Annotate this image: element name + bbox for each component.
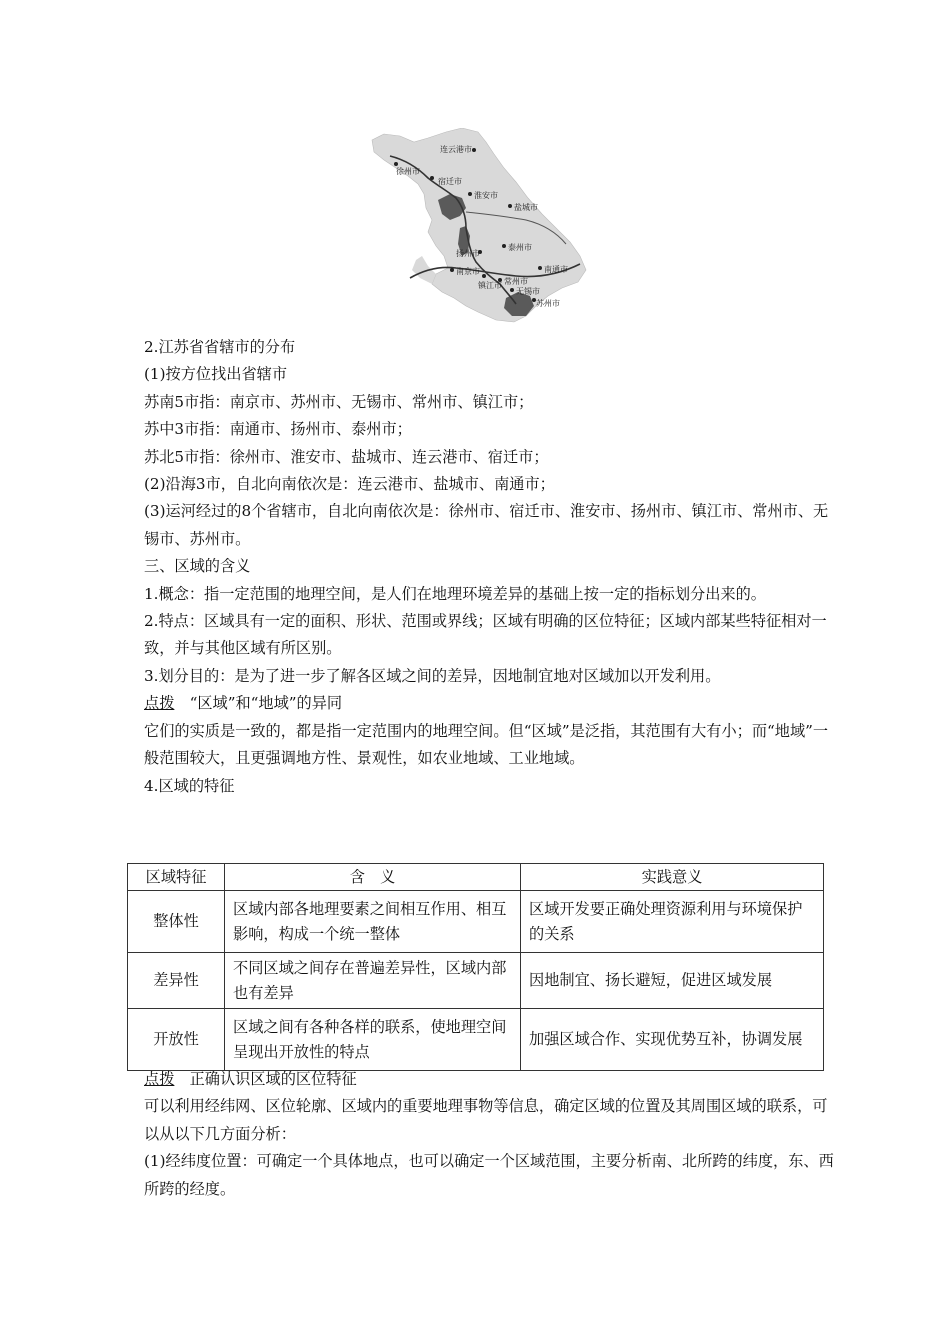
city-dot-suqian [430, 176, 434, 180]
tip-line [144, 1066, 834, 1093]
city-dot-wuxi [510, 288, 514, 292]
city-label: 盐城市 [514, 203, 538, 212]
table-cell: 因地制宜、扬长避短，促进区域发展 [521, 953, 824, 1009]
table-cell: 加强区域合作、实现优势互补，协调发展 [521, 1009, 824, 1071]
city-dot-nantong [538, 266, 542, 270]
table-header: 区域特征 [128, 864, 225, 891]
city-label: 扬州市 [456, 249, 480, 258]
city-dot-zhenjiang [482, 274, 486, 278]
section-heading: 4.区域的特征 [144, 776, 235, 795]
city-dot-taizhou [502, 244, 506, 248]
paragraph: 1.概念：指一定范围的地理空间，是人们在地理环境差异的基础上按一定的指标划分出来的。 [144, 584, 766, 603]
paragraph: 3.划分目的：是为了进一步了解各区域之间的差异，因地制宜地对区域加以开发利用。 [144, 666, 721, 685]
city-dot-xuzhou [394, 162, 398, 166]
city-dot-lianyungang [472, 148, 476, 152]
city-label: 常州市 [504, 277, 528, 286]
city-label: 淮安市 [474, 191, 498, 200]
document-body-lower [144, 1066, 834, 1203]
city-dot-nanjing [450, 268, 454, 272]
city-dot-huaian [468, 192, 472, 196]
city-label: 苏州市 [536, 299, 560, 308]
province-west-lobe [412, 256, 436, 284]
paragraph: 2.特点：区域具有一定的面积、形状、范围或界线；区域有明确的区位特征；区域内部某些特征相对一致，并与其他区域有所区别。 [144, 612, 827, 658]
table-cell: 整体性 [128, 891, 225, 953]
tip-label: 点拨 [144, 1070, 175, 1088]
paragraph: 苏中3市指：南通市、扬州市、泰州市； [144, 420, 412, 439]
section-heading: 2.江苏省省辖市的分布 [144, 338, 296, 356]
table-cell: 区域内部各地理要素之间相互作用、相互影响，构成一个统一整体 [225, 891, 521, 953]
document-body [144, 334, 834, 800]
paragraph: (1)按方位找出省辖市 [144, 365, 288, 384]
jiangsu-map-svg [366, 128, 588, 324]
tip-line [144, 690, 834, 717]
jiangsu-map [366, 128, 588, 324]
city-label: 连云港市 [440, 145, 472, 154]
tip-title: 正确认识区域的区位特征 [189, 1070, 357, 1088]
city-label: 南京市 [456, 267, 480, 276]
city-label: 无锡市 [516, 287, 540, 296]
city-label: 南通市 [544, 265, 568, 274]
region-features-table [127, 863, 824, 1071]
table-cell: 区域开发要正确处理资源利用与环境保护的关系 [521, 891, 824, 953]
paragraph: 可以利用经纬网、区位轮廓、区域内的重要地理事物等信息，确定区域的位置及其周围区域的联系，可以从以下几方面分析： [144, 1097, 828, 1143]
table-header-row [128, 864, 824, 891]
table-row [128, 953, 824, 1009]
province-outline [372, 128, 586, 322]
table-header: 含 义 [225, 864, 521, 891]
tip-label: 点拨 [144, 694, 175, 713]
table-cell: 区域之间有各种各样的联系，使地理空间呈现出开放性的特点 [225, 1009, 521, 1071]
city-dot-yancheng [508, 204, 512, 208]
paragraph: (3)运河经过的8个省辖市，自北向南依次是：徐州市、宿迁市、淮安市、扬州市、镇江市、常州市、无锡市、苏州市。 [144, 502, 829, 548]
table-header: 实践意义 [521, 864, 824, 891]
table-cell: 不同区域之间存在普遍差异性，区域内部也有差异 [225, 953, 521, 1009]
city-label: 徐州市 [396, 167, 420, 176]
paragraph: 苏南5市指：南京市、苏州市、无锡市、常州市、镇江市； [144, 392, 534, 411]
city-label: 泰州市 [508, 243, 532, 252]
table-row [128, 891, 824, 953]
table-row [128, 1009, 824, 1071]
section-heading: 三、区域的含义 [144, 557, 251, 576]
city-label: 宿迁市 [438, 177, 462, 186]
paragraph: (2)沿海3市，自北向南依次是：连云港市、盐城市、南通市； [144, 475, 555, 494]
tip-title: “区域”和“地域”的异同 [189, 694, 343, 713]
table-cell: 差异性 [128, 953, 225, 1009]
paragraph: (1)经纬度位置：可确定一个具体地点，也可以确定一个区域范围，主要分析南、北所跨的纬度，东、西所跨的经度。 [144, 1152, 834, 1198]
table-cell: 开放性 [128, 1009, 225, 1071]
city-label: 镇江市 [478, 281, 502, 290]
paragraph: 苏北5市指：徐州市、淮安市、盐城市、连云港市、宿迁市； [144, 447, 549, 466]
paragraph: 它们的实质是一致的，都是指一定范围内的地理空间。但“区域”是泛指，其范围有大有小；而“地域”一般范围较大，且更强调地方性、景观性，如农业地域、工业地域。 [144, 721, 829, 768]
